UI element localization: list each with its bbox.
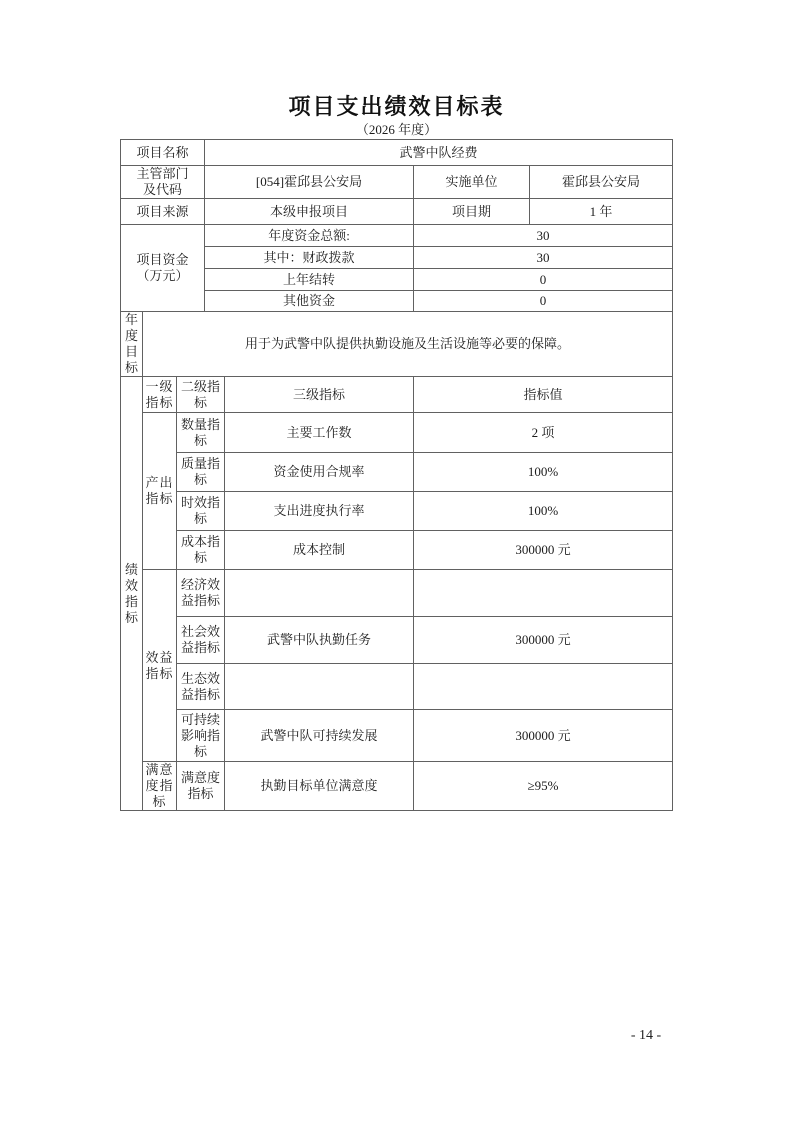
row-source	[121, 199, 673, 225]
social-value: 300000 元	[414, 617, 673, 664]
impl-unit-label: 实施单位	[414, 166, 530, 199]
dept-value: [054]霍邱县公安局	[205, 166, 414, 199]
row-satisfaction	[121, 762, 673, 811]
page-number: - 14 -	[630, 1028, 662, 1043]
row-project-name	[121, 140, 673, 166]
funding-fiscal-label: 其中：财政拨款	[205, 247, 414, 269]
period-label: 项目期	[414, 199, 530, 225]
quality-level3: 资金使用合规率	[225, 453, 414, 492]
header-level3: 三级指标	[225, 377, 414, 413]
row-quantity	[121, 413, 673, 453]
cost-level2: 成本指标	[177, 531, 225, 570]
cost-value: 300000 元	[414, 531, 673, 570]
quantity-level3: 主要工作数	[225, 413, 414, 453]
row-ecological	[121, 664, 673, 710]
funding-other-label: 其他资金	[205, 291, 414, 312]
satisfaction-value: ≥95%	[414, 762, 673, 811]
row-indicator-header	[121, 377, 673, 413]
funding-carryover-label: 上年结转	[205, 269, 414, 291]
row-sustainable	[121, 710, 673, 762]
funding-label: 项目资金 （万元）	[121, 225, 205, 312]
project-name-value: 武警中队经费	[205, 140, 673, 166]
group-satisfaction-label: 满意度指标	[143, 762, 177, 811]
source-label: 项目来源	[121, 199, 205, 225]
row-social	[121, 617, 673, 664]
satisfaction-level2: 满意度指标	[177, 762, 225, 811]
social-level3: 武警中队执勤任务	[225, 617, 414, 664]
row-economic	[121, 570, 673, 617]
annual-goal-label: 年度目标	[121, 312, 143, 377]
row-dept	[121, 166, 673, 199]
ecological-value	[414, 664, 673, 710]
timeliness-level2: 时效指标	[177, 492, 225, 531]
sustainable-level2: 可持续影响指标	[177, 710, 225, 762]
funding-total-value: 30	[414, 225, 673, 247]
row-quality	[121, 453, 673, 492]
impl-unit-value: 霍邱县公安局	[530, 166, 673, 199]
social-level2: 社会效益指标	[177, 617, 225, 664]
ecological-level3	[225, 664, 414, 710]
timeliness-level3: 支出进度执行率	[225, 492, 414, 531]
economic-level3	[225, 570, 414, 617]
header-level2: 二级指标	[177, 377, 225, 413]
ecological-level2: 生态效益指标	[177, 664, 225, 710]
row-cost	[121, 531, 673, 570]
sustainable-value: 300000 元	[414, 710, 673, 762]
row-funding-total	[121, 225, 673, 247]
performance-target-table	[120, 139, 673, 811]
row-annual-goal	[121, 312, 673, 377]
economic-level2: 经济效益指标	[177, 570, 225, 617]
indicators-side-label: 绩效指标	[121, 377, 143, 811]
funding-carryover-value: 0	[414, 269, 673, 291]
timeliness-value: 100%	[414, 492, 673, 531]
dept-label: 主管部门 及代码	[121, 166, 205, 199]
quantity-value: 2 项	[414, 413, 673, 453]
funding-other-value: 0	[414, 291, 673, 312]
header-value: 指标值	[414, 377, 673, 413]
header-level1: 一级指标	[143, 377, 177, 413]
annual-goal-text: 用于为武警中队提供执勤设施及生活设施等必要的保障。	[143, 312, 673, 377]
group-benefit-label: 效益指标	[143, 570, 177, 762]
row-timeliness	[121, 492, 673, 531]
page-title: 项目支出绩效目标表	[288, 94, 505, 119]
funding-fiscal-value: 30	[414, 247, 673, 269]
satisfaction-level3: 执勤目标单位满意度	[225, 762, 414, 811]
page-subtitle: （2026 年度）	[355, 122, 438, 137]
quantity-level2: 数量指标	[177, 413, 225, 453]
economic-value	[414, 570, 673, 617]
sustainable-level3: 武警中队可持续发展	[225, 710, 414, 762]
period-value: 1 年	[530, 199, 673, 225]
funding-total-label: 年度资金总额:	[205, 225, 414, 247]
group-output-label: 产出指标	[143, 413, 177, 570]
source-value: 本级申报项目	[205, 199, 414, 225]
quality-level2: 质量指标	[177, 453, 225, 492]
cost-level3: 成本控制	[225, 531, 414, 570]
quality-value: 100%	[414, 453, 673, 492]
project-name-label: 项目名称	[121, 140, 205, 166]
